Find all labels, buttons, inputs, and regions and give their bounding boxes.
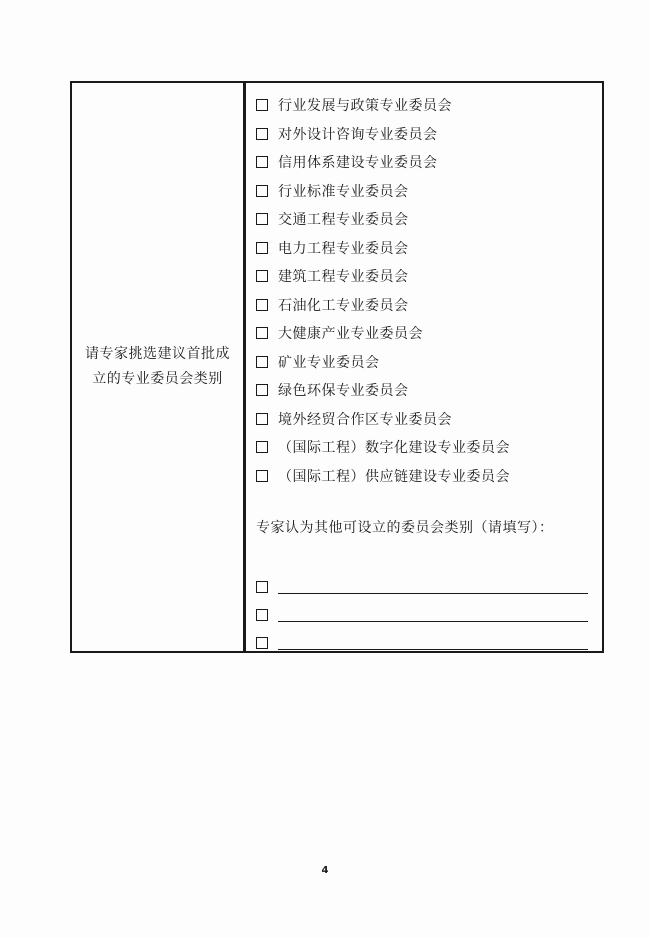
option-item[interactable] [256,91,510,120]
fill-in-line[interactable] [278,609,588,622]
blank-entry[interactable] [256,573,588,601]
option-label: 交通工程专业委员会 [278,212,409,229]
option-label: 行业标准专业委员会 [278,183,409,200]
option-label: 电力工程专业委员会 [278,240,409,257]
option-item[interactable] [256,291,510,320]
option-item[interactable] [256,433,510,462]
option-label: 信用体系建设专业委员会 [278,155,438,172]
checkbox[interactable] [256,270,268,282]
checkbox[interactable] [256,356,268,368]
option-item[interactable] [256,348,510,377]
option-item[interactable] [256,120,510,149]
page-number: 4 [321,865,329,876]
other-committee-blanks [256,573,588,657]
checkbox[interactable] [256,637,268,649]
blank-entry[interactable] [256,629,588,657]
other-committee-prompt: 专家认为其他可设立的委员会类别（请填写）： [256,520,554,536]
option-item[interactable] [256,234,510,263]
option-label: 境外经贸合作区专业委员会 [278,411,452,428]
committee-selection-table [70,81,604,653]
option-item[interactable] [256,205,510,234]
question-label: 请专家挑选建议首批成立的专业委员会类别 [85,346,230,387]
committee-options-list [256,91,510,490]
checkbox[interactable] [256,441,268,453]
option-item[interactable] [256,319,510,348]
option-label: 绿色环保专业委员会 [278,383,409,400]
checkbox[interactable] [256,609,268,621]
checkbox[interactable] [256,299,268,311]
blank-entry[interactable] [256,601,588,629]
option-label: （国际工程）供应链建设专业委员会 [278,468,510,485]
option-label: 行业发展与政策专业委员会 [278,98,452,115]
option-label: 对外设计咨询专业委员会 [278,126,438,143]
checkbox[interactable] [256,156,268,168]
checkbox[interactable] [256,384,268,396]
checkbox[interactable] [256,128,268,140]
option-item[interactable] [256,177,510,206]
option-label: 建筑工程专业委员会 [278,269,409,286]
option-label: 石油化工专业委员会 [278,297,409,314]
checkbox[interactable] [256,470,268,482]
fill-in-line[interactable] [278,581,588,594]
checkbox[interactable] [256,242,268,254]
checkbox[interactable] [256,99,268,111]
option-label: 矿业专业委员会 [278,354,380,371]
checkbox[interactable] [256,413,268,425]
option-item[interactable] [256,462,510,491]
option-item[interactable] [256,262,510,291]
checkbox[interactable] [256,581,268,593]
option-item[interactable] [256,148,510,177]
options-cell [246,83,602,651]
checkbox[interactable] [256,327,268,339]
checkbox[interactable] [256,213,268,225]
fill-in-line[interactable] [278,637,588,650]
checkbox[interactable] [256,185,268,197]
option-label: （国际工程）数字化建设专业委员会 [278,440,510,457]
option-label: 大健康产业专业委员会 [278,326,423,343]
option-item[interactable] [256,405,510,434]
question-label-cell [72,83,246,651]
option-item[interactable] [256,376,510,405]
